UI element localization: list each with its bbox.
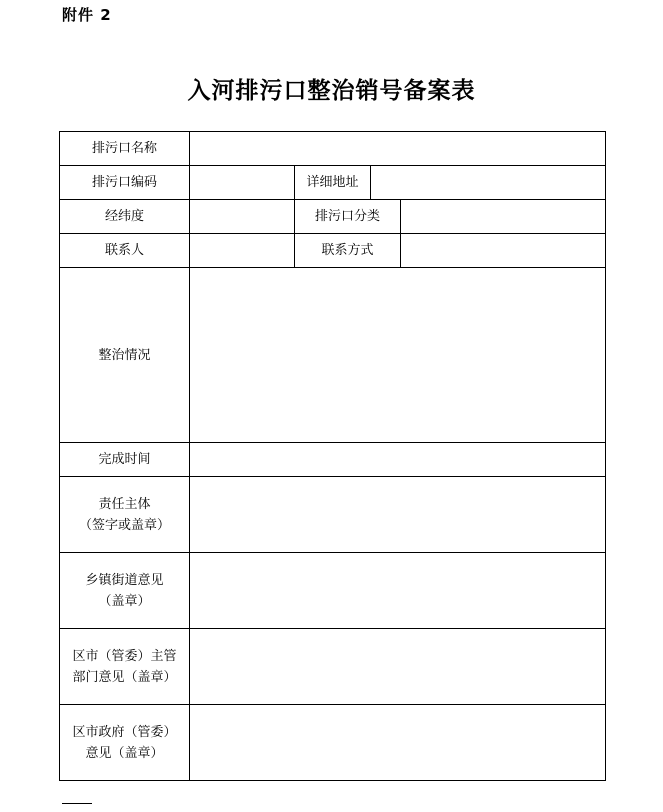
row-contact	[60, 234, 606, 268]
completion-time-field[interactable]	[190, 443, 606, 477]
district-dept-label	[60, 629, 190, 705]
row-district-gov	[60, 705, 606, 781]
completion-time-label: 完成时间	[60, 443, 190, 477]
township-label-line1: 乡镇街道意见	[85, 572, 164, 588]
district-gov-label-line1: 区市政府（管委）	[72, 724, 177, 740]
district-dept-label-line1: 区市（管委）主管	[72, 648, 177, 664]
outlet-code-field[interactable]	[190, 166, 295, 200]
coordinates-label: 经纬度	[60, 200, 190, 234]
responsible-field[interactable]	[190, 477, 606, 553]
district-gov-label	[60, 705, 190, 781]
address-field[interactable]	[371, 166, 606, 200]
contact-method-field[interactable]	[401, 234, 606, 268]
row-responsible	[60, 477, 606, 553]
responsible-label	[60, 477, 190, 553]
rectification-field[interactable]	[190, 268, 606, 443]
responsible-label-line1: 责任主体	[98, 496, 151, 512]
rectification-label: 整治情况	[60, 268, 190, 443]
district-dept-label-line2: 部门意见（盖章）	[72, 669, 177, 685]
outlet-category-label: 排污口分类	[295, 200, 401, 234]
row-coordinates	[60, 200, 606, 234]
outlet-name-label: 排污口名称	[60, 132, 190, 166]
row-completion-time	[60, 443, 606, 477]
contact-method-label: 联系方式	[295, 234, 401, 268]
row-rectification	[60, 268, 606, 443]
outlet-name-field[interactable]	[190, 132, 606, 166]
outlet-code-label: 排污口编码	[60, 166, 190, 200]
district-dept-field[interactable]	[190, 629, 606, 705]
attachment-label: 附件 2	[62, 6, 112, 24]
township-label	[60, 553, 190, 629]
outlet-category-field[interactable]	[401, 200, 606, 234]
contact-field[interactable]	[190, 234, 295, 268]
township-label-line2: （盖章）	[98, 593, 151, 609]
district-gov-field[interactable]	[190, 705, 606, 781]
address-label: 详细地址	[295, 166, 371, 200]
coordinates-field[interactable]	[190, 200, 295, 234]
row-township	[60, 553, 606, 629]
township-field[interactable]	[190, 553, 606, 629]
row-outlet-name	[60, 132, 606, 166]
row-district-dept	[60, 629, 606, 705]
page-footer-mark	[62, 803, 92, 807]
row-outlet-code	[60, 166, 606, 200]
page-title: 入河排污口整治销号备案表	[187, 77, 476, 104]
district-gov-label-line2: 意见（盖章）	[85, 745, 164, 761]
responsible-label-line2: （签字或盖章）	[78, 517, 170, 533]
contact-label: 联系人	[60, 234, 190, 268]
filing-form-table	[59, 131, 606, 781]
